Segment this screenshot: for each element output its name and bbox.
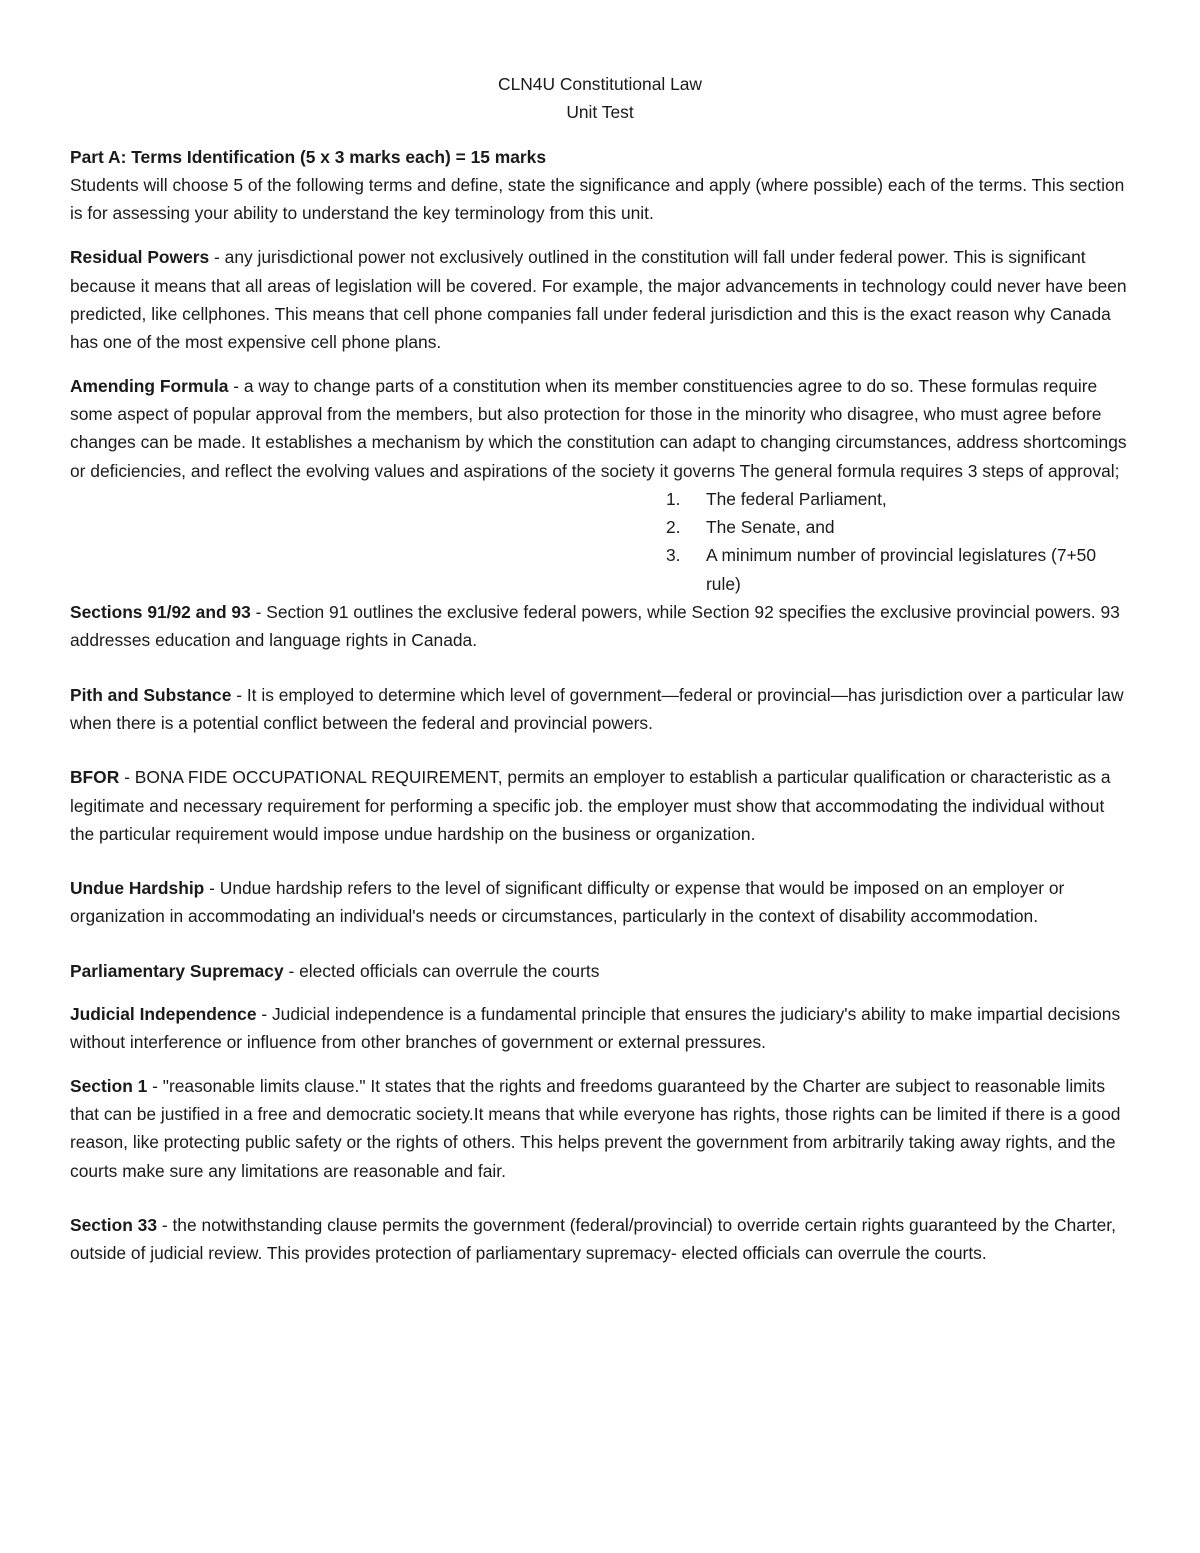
term-definition: - a way to change parts of a constitution when its member constituencies agree to do so. These formulas require some aspect of popular approval from the members, but also protection for those in the minority who disagree, who must agree before changes can be made. It establishes a mechanism by which the constitution can adapt to changing circumstances, address shortcomings or deficiencies, and reflect the evolving values and aspirations of the society it governs The general formula requires 3 steps of approval; (70, 375, 1127, 481)
term-definition: - Section 91 outlines the exclusive federal powers, while Section 92 specifies the exclusive provincial powers. 93 addresses education and language rights in Canada. (70, 602, 1120, 651)
term-definition: - the notwithstanding clause permits the government (federal/provincial) to override certain rights guaranteed by the Charter, outside of judicial review. This provides protection of parliamentary supremacy- elected officials can overrule the courts. (70, 1214, 1116, 1264)
document-title: CLN4U Constitutional Law (498, 74, 702, 94)
term-definition: - Undue hardship refers to the level of significant difficulty or expense that would be imposed on an employer or organization in accommodating an individual's needs or circumstances, particularly in the context of disability accommodation. (70, 878, 1065, 927)
list-item (666, 513, 1106, 541)
term-judicial-independence (70, 1000, 1130, 1057)
term-name: BFOR (70, 767, 120, 788)
term-definition: - Judicial independence is a fundamental principle that ensures the judiciary's ability to make impartial decisions without interference or influence from other branches of government or external pressures. (70, 1004, 1121, 1053)
document-subtitle: Unit Test (566, 102, 634, 123)
term-sections-91-92-93 (70, 598, 1130, 655)
list-number: 3. (666, 545, 681, 566)
term-definition: - elected officials can overrule the courts (283, 960, 600, 981)
term-parliamentary-supremacy (70, 957, 1130, 985)
list-item (666, 485, 1106, 513)
term-amending-formula (70, 372, 1130, 485)
list-text: The federal Parliament, (706, 488, 887, 509)
term-name: Section 33 (70, 1214, 157, 1235)
term-undue-hardship (70, 874, 1130, 931)
list-number: 1. (666, 488, 681, 509)
term-definition: - "reasonable limits clause." It states that the rights and freedoms guaranteed by the Charter are subject to reasonable limits that can be justified in a free and democratic society.It means that while everyone has rights, those rights can be limited if there is a good reason, like protecting public safety or the rights of others. This helps prevent the government from arbitrarily taking away rights, and the courts make sure any limitations are reasonable and fair. (70, 1075, 1121, 1181)
term-section-1 (70, 1072, 1130, 1185)
document-page (70, 70, 1130, 1293)
term-name: Judicial Independence (70, 1004, 257, 1025)
term-name: Parliamentary Supremacy (70, 960, 284, 981)
term-name: Pith and Substance (70, 684, 232, 705)
term-pith-and-substance (70, 681, 1130, 738)
part-a-heading: Part A: Terms Identification (5 x 3 marks each) = 15 marks (70, 146, 547, 167)
term-definition: - It is employed to determine which level of government—federal or provincial—has jurisdiction over a particular law when there is a potential conflict between the federal and provincial powers. (70, 684, 1124, 733)
term-section-33 (70, 1211, 1130, 1268)
approval-steps-list (666, 485, 1106, 598)
list-text: The Senate, and (706, 517, 835, 538)
term-name: Section 1 (70, 1075, 148, 1096)
term-definition: - any jurisdictional power not exclusively outlined in the constitution will fall under federal power. This is significant because it means that all areas of legislation will be covered. For example, the major advancements in technology could never have been predicted, like cellphones. This means that cell phone companies fall under federal jurisdiction and this is the exact reason why Canada has one of the most expensive cell phone plans. (70, 247, 1127, 353)
term-bfor (70, 763, 1130, 848)
term-name: Residual Powers (70, 247, 210, 268)
term-name: Amending Formula (70, 375, 229, 396)
list-text: A minimum number of provincial legislatures (7+50 rule) (706, 545, 1097, 594)
term-residual-powers (70, 243, 1130, 356)
part-a-instructions: Students will choose 5 of the following terms and define, state the significance and apply (where possible) each of the terms. This section is for assessing your ability to understand the key terminology from this unit. (70, 174, 1125, 224)
term-name: Sections 91/92 and 93 (70, 602, 251, 623)
term-definition: - BONA FIDE OCCUPATIONAL REQUIREMENT, permits an employer to establish a particular qualification or characteristic as a legitimate and necessary requirement for performing a specific job. the employer must show that accommodating the individual without the particular requirement would impose undue hardship on the business or organization. (70, 767, 1111, 844)
list-item (666, 541, 1106, 598)
term-name: Undue Hardship (70, 878, 205, 899)
list-number: 2. (666, 517, 681, 538)
